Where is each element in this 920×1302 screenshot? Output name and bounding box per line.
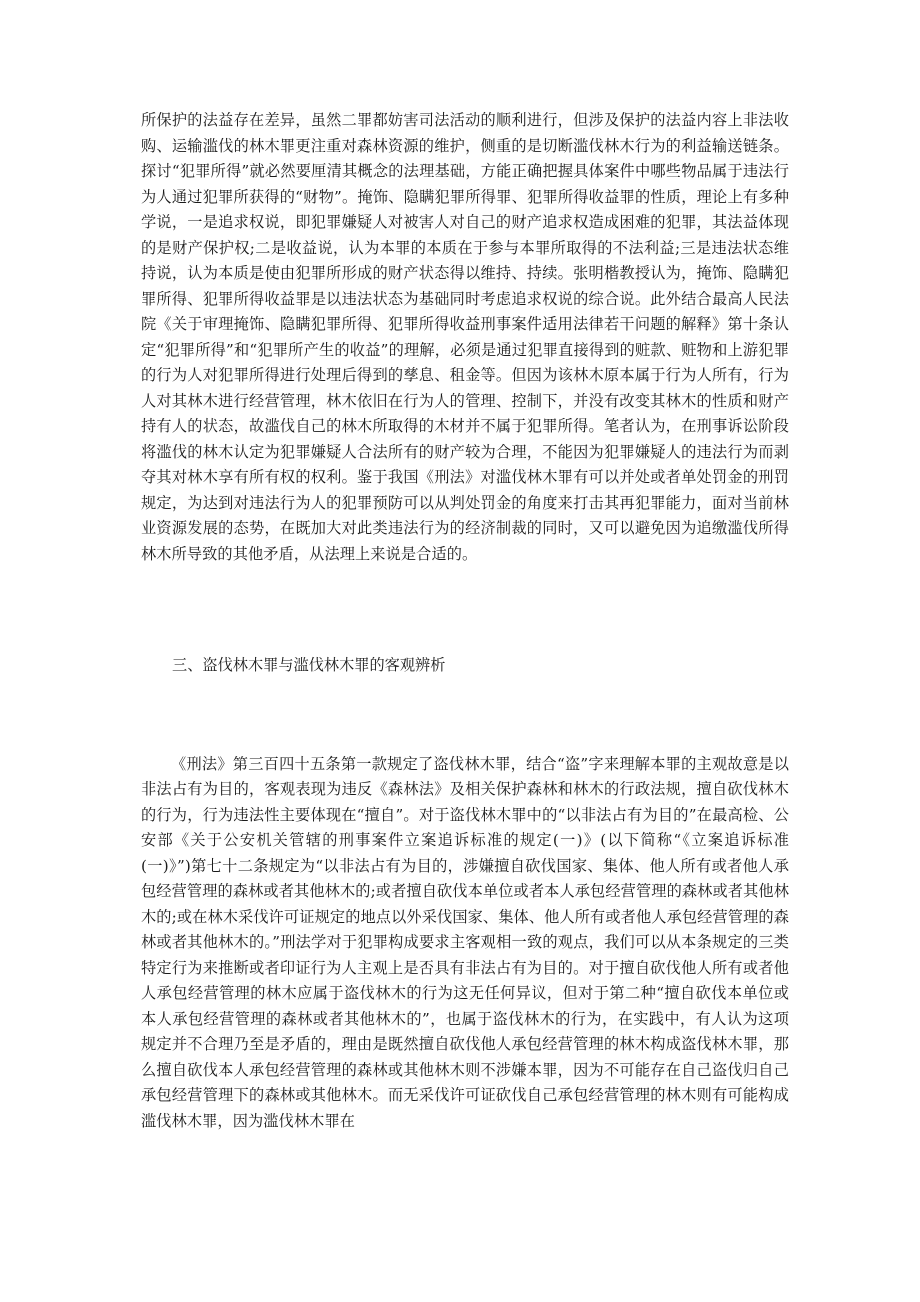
paragraph-spacer <box>141 567 789 653</box>
body-paragraph-1: 所保护的法益存在差异，虽然二罪都妨害司法活动的顺利进行，但涉及保护的法益内容上非法收购、运输滥伐的林木罪更注重对森林资源的维护，侧重的是切断滥伐林木行为的利益输送链条。探讨“犯罪所得”就必然要厘清其概念的法理基础，方能正确把握具体案件中哪些物品属于违法行为人通过犯罪所获得的“财物”。掩饰、隐瞒犯罪所得罪、犯罪所得收益罪的性质，理论上有多种学说，一是追求权说，即犯罪嫌疑人对被害人对自己的财产追求权造成困难的犯罪，其法益体现的是财产保护权;二是收益说，认为本罪的本质在于参与本罪所取得的不法利益;三是违法状态维持说，认为本质是使由犯罪所形成的财产状态得以维持、持续。张明楷教授认为，掩饰、隐瞒犯罪所得、犯罪所得收益罪是以违法状态为基础同时考虑追求权说的综合说。此外结合最高人民法院《关于审理掩饰、隐瞒犯罪所得、犯罪所得收益刑事案件适用法律若干问题的解释》第十条认定“犯罪所得”和“犯罪所产生的收益”的理解，必须是通过犯罪直接得到的赃款、赃物和上游犯罪的行为人对犯罪所得进行处理后得到的孳息、租金等。但因为该林木原本属于行为人所有，行为人对其林木进行经营管理，林木依旧在行为人的管理、控制下，并没有改变其林木的性质和财产持有人的状态，故滥伐自己的林木所取得的木材并不属于犯罪所得。笔者认为，在刑事诉讼阶段将滥伐的林木认定为犯罪嫌疑人合法所有的财产较为合理，不能因为犯罪嫌疑人的违法行为而剥夺其对林木享有所有权的权利。鉴于我国《刑法》对滥伐林木罪有可以并处或者单处罚金的刑罚规定，为达到对违法行为人的犯罪预防可以从判处罚金的角度来打击其再犯罪能力，面对当前林业资源发展的态势，在既加大对此类违法行为的经济制裁的同时，又可以避免因为追缴滥伐所得林木所导致的其他矛盾，从法理上来说是合适的。 <box>141 111 789 563</box>
section-heading: 三、盗伐林木罪与滥伐林木罪的客观辨析 <box>172 656 446 674</box>
paragraph-spacer <box>141 679 789 752</box>
body-paragraph-2: 《刑法》第三百四十五条第一款规定了盗伐林木罪，结合“盗”字来理解本罪的主观故意是以非法占有为目的，客观表现为违反《森林法》及相关保护森林和林木的行政法规，擅自砍伐林木的行为，行为违法性主要体现在“擅自”。对于盗伐林木罪中的“以非法占有为目的”在最高检、公安部《关于公安机关管辖的刑事案件立案追诉标准的规定(一)》(以下简称“《立案追诉标准(一)》”)第七十二条规定为“以非法占有为目的，涉嫌擅自砍伐国家、集体、他人所有或者他人承包经营管理的森林或者其他林木的;或者擅自砍伐本单位或者本人承包经营管理的森林或者其他林木的;或在林木采伐许可证规定的地点以外采伐国家、集体、他人所有或者他人承包经营管理的森林或者其他林木的。”刑法学对于犯罪构成要求主客观相一致的观点，我们可以从本条规定的三类特定行为来推断或者印证行为人主观上是否具有非法占有为目的。对于擅自砍伐他人所有或者他人承包经营管理的林木应属于盗伐林木的行为这无任何异议，但对于第二种“擅自砍伐本单位或本人承包经营管理的森林或者其他林木的”，也属于盗伐林木的行为，在实践中，有人认为这项规定并不合理乃至是矛盾的，理由是既然擅自砍伐他人承包经营管理的林木构成盗伐林木罪，那么擅自砍伐本人承包经营管理的森林或其他林木则不涉嫌本罪，因为不可能存在自己盗伐归自己承包经营管理下的森林或其他林木。而无采伐许可证砍伐自己承包经营管理的林木则有可能构成滥伐林木罪，因为滥伐林木罪在 <box>141 754 789 1130</box>
document-page <box>141 108 789 1134</box>
